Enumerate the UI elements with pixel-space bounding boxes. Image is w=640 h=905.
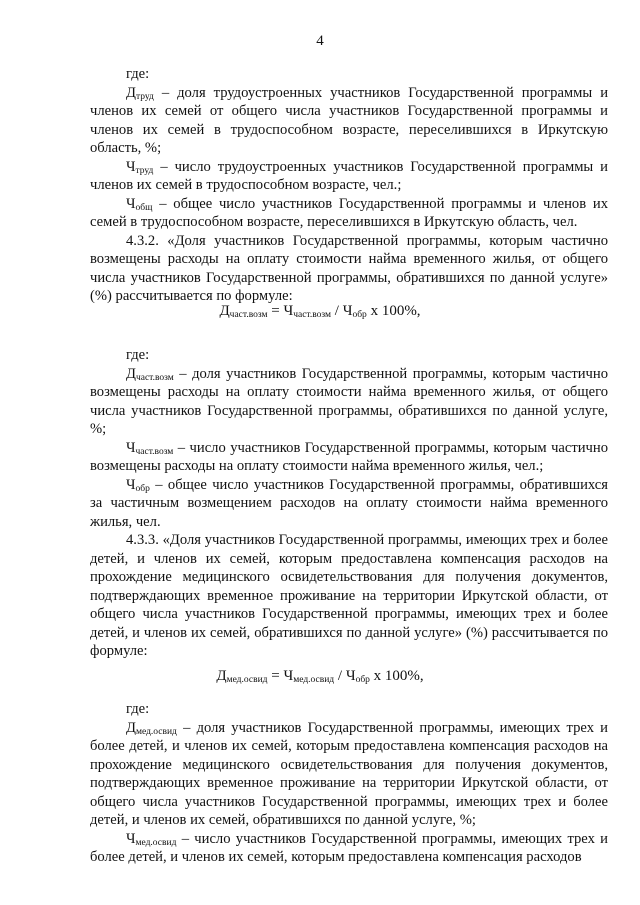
definitions-block-2 [90, 346, 608, 661]
definition-ch-obr: $Ч_{обр}$ – общее число участников Государственной программы, обратившихся за частичным возмещением расходов на оплату стоимости найма временного жилья, чел. [90, 476, 608, 530]
definitions-block-3 [90, 700, 608, 867]
definition-d-med-osvid: $Д_{мед.освид}$ – доля участников Государственной программы, имеющих трех и более детей, и членов их семей, которым предоставлена компенсация расходов на прохождение медицинского освидетельствования для получения документов, подтверждающих временное проживание на территории Иркутской области, от общего числа участников Государственной программы, имеющих трех и более детей, и членов их семей, обратившихся по данной услуге, %; [90, 719, 608, 828]
formula-chast-vozm: $Д_{част.возм} = Ч_{част.возм} / Ч_{обр}$ х 100%, [219, 303, 421, 320]
definition-d-trud: $Д_{труд}$ – доля трудоустроенных участников Государственной программы и членов их семей от общего числа участников Государственной программы и членов их семей в трудоспособном возрасте, переселившихся в Иркутскую область, %; [90, 84, 608, 156]
definition-ch-chast-vozm: $Ч_{част.возм}$ – число участников Государственной программы, которым частично возмещены расходы на оплату стоимости найма временного жилья, чел.; [90, 439, 608, 474]
formula-med-osvid: $Д_{мед.освид} = Ч_{мед.освид} / Ч_{обр}$ х 100%, [216, 668, 424, 685]
definition-d-chast-vozm: $Д_{част.возм}$ – доля участников Государственной программы, которым частично возмещены расходы на оплату стоимости найма временного жилья, от общего числа участников Государственной программы, обратившихся по данной услуге, %; [90, 365, 608, 437]
where-label: где: [126, 66, 150, 82]
definitions-block-1 [90, 65, 608, 306]
definition-ch-trud: $Ч_{труд}$ – число трудоустроенных участников Государственной программы и членов их семей в трудоспособном возрасте, чел.; [90, 158, 608, 193]
where-label-3: где: [126, 701, 150, 717]
page-number: 4 [316, 33, 324, 49]
definition-ch-med-osvid: $Ч_{мед.освид}$ – число участников Государственной программы, имеющих трех и более детей, и членов их семей, которым предоставлена компенсация расходов [90, 830, 608, 865]
where-label-2: где: [126, 347, 150, 363]
definition-ch-obsh: $Ч_{общ}$ – общее число участников Государственной программы и членов их семей в трудоспособном возрасте, переселившихся в Иркутскую область, чел. [90, 195, 608, 230]
section-4-3-2: 4.3.2. «Доля участников Государственной программы, которым частично возмещены расходы на оплату стоимости найма временного жилья, от общего числа участников Государственной программы, обратившихся по данной услуге» (%) рассчитывается по формуле: [90, 232, 608, 304]
section-4-3-3: 4.3.3. «Доля участников Государственной программы, имеющих трех и более детей, и членов их семей, которым предоставлена компенсация расходов на прохождение медицинского освидетельствования для получения документов, подтверждающих временное проживание на территории Иркутской области, от общего числа участников Государственной программы, имеющих трех и более детей, и членов их семей, обратившихся по данной услуге» (%) рассчитывается по формуле: [90, 532, 608, 659]
